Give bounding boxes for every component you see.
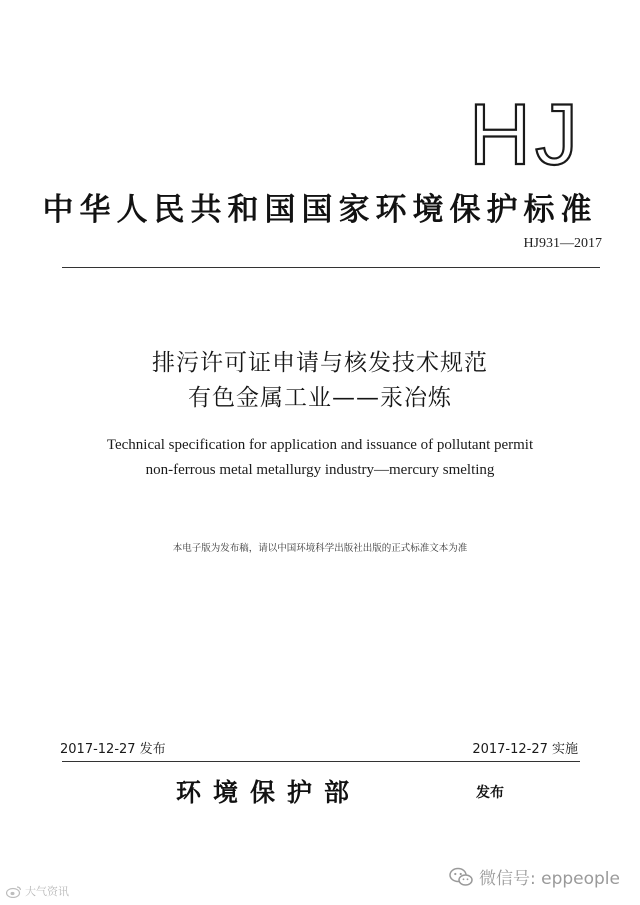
watermark-right-text: 微信号: eppeople: [478, 869, 620, 889]
standard-number: HJ931—2017: [523, 236, 602, 251]
bottom-divider: [62, 761, 580, 762]
hj-logo: HJ: [468, 87, 582, 183]
watermark-left-text: 大气资讯: [25, 885, 69, 898]
wechat-icon: [449, 867, 473, 887]
national-standard-title: 中华人民共和国国家环境保护标准: [42, 192, 598, 228]
issuing-authority: 环境保护部: [176, 778, 362, 807]
implementation-date: 2017-12-27 实施: [472, 742, 578, 757]
electronic-version-notice: 本电子版为发布稿，请以中国环境科学出版社出版的正式标准文本为准: [172, 543, 468, 554]
chinese-title-line-1: 排污许可证申请与核发技术规范: [152, 350, 488, 376]
weibo-icon: [6, 885, 22, 898]
issuing-action: 发布: [476, 785, 504, 801]
top-divider: [62, 267, 600, 268]
watermark-left: [6, 883, 69, 899]
english-title-line-1: Technical specification for application and issuance of pollutant permit: [106, 437, 534, 453]
chinese-title-line-2: 有色金属工业——汞冶炼: [188, 385, 452, 411]
watermark-right: [449, 864, 620, 889]
english-title-line-2: non-ferrous metal metallurgy industry—mercury smelting: [145, 462, 495, 478]
issue-date: 2017-12-27 发布: [60, 742, 166, 757]
